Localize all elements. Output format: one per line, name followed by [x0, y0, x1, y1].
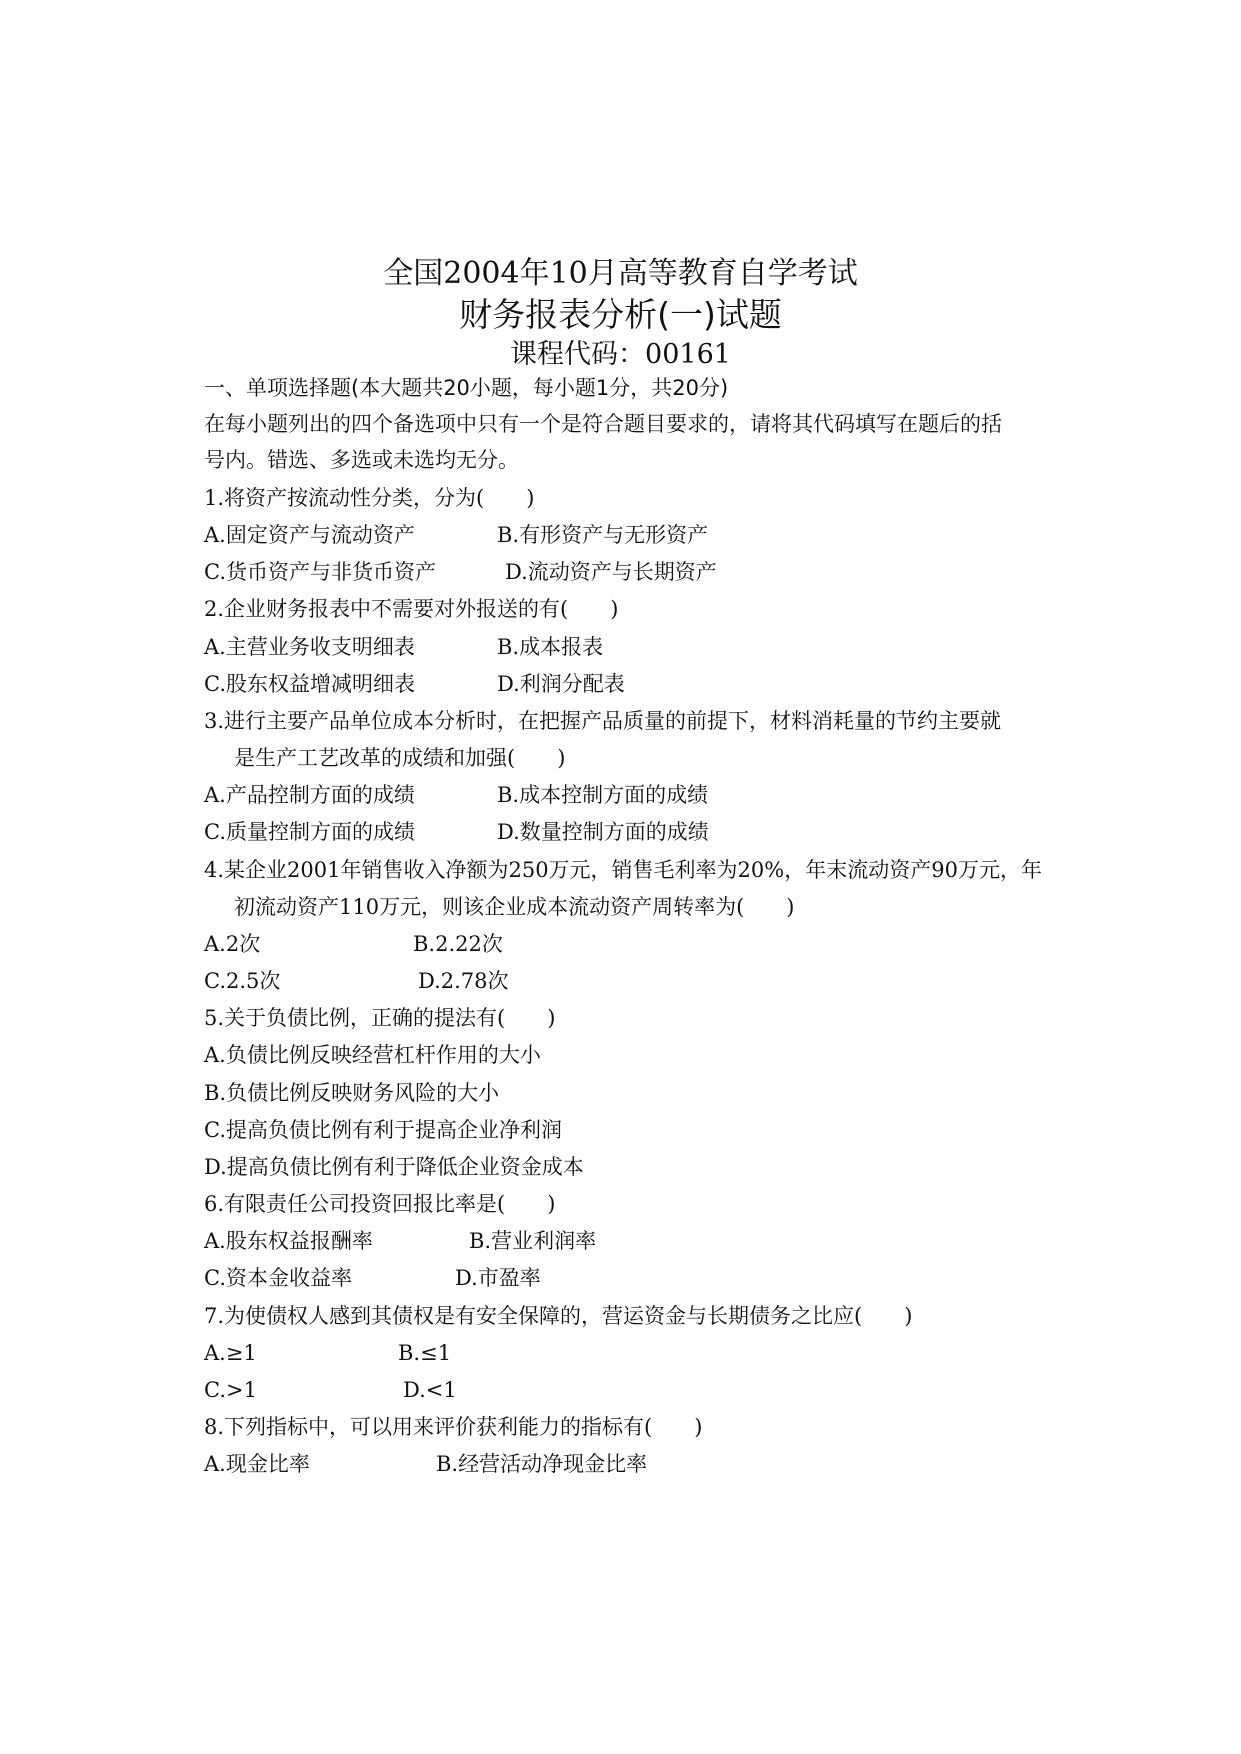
- question-5-option-a: A.负债比例反映经营杠杆作用的大小: [204, 1043, 541, 1067]
- course-code-label: 课程代码：: [510, 339, 646, 370]
- question-1-option-c: C.货币资产与非货币资产: [204, 560, 436, 584]
- question-3-option-b: B.成本控制方面的成绩: [497, 783, 709, 807]
- question-4-option-c: C.2.5次: [204, 969, 281, 993]
- question-6-option-b: B.营业利润率: [469, 1229, 597, 1253]
- question-8-option-a: A.现金比率: [204, 1452, 310, 1476]
- course-code-line: [0, 332, 1241, 371]
- question-8-option-b: B.经营活动净现金比率: [436, 1452, 648, 1476]
- question-7-option-b: B.≤1: [398, 1341, 452, 1365]
- question-6-option-c: C.资本金收益率: [204, 1266, 352, 1290]
- question-4-stem-line-2: 初流动资产110万元，则该企业成本流动资产周转率为( ): [234, 895, 795, 919]
- question-1-option-b: B.有形资产与无形资产: [497, 523, 709, 547]
- question-6-stem: 6.有限责任公司投资回报比率是( ): [204, 1192, 556, 1216]
- question-6-option-a: A.股东权益报酬率: [204, 1229, 373, 1253]
- paper-title: 财务报表分析(一)试题: [459, 295, 782, 334]
- question-5-option-d: D.提高负债比例有利于降低企业资金成本: [204, 1155, 584, 1179]
- question-3-stem-line-1: 3.进行主要产品单位成本分析时，在把握产品质量的前提下，材料消耗量的节约主要就: [204, 709, 1002, 733]
- question-3-option-c: C.质量控制方面的成绩: [204, 820, 415, 844]
- section-instruction-line-2: 号内。错选、多选或未选均无分。: [204, 448, 519, 472]
- question-2-option-a: A.主营业务收支明细表: [204, 635, 415, 659]
- question-5-option-b: B.负债比例反映财务风险的大小: [204, 1081, 500, 1105]
- exam-title: 全国2004年10月高等教育自学考试: [383, 256, 858, 291]
- question-4-stem-line-1: 4.某企业2001年销售收入净额为250万元，销售毛利率为20%，年末流动资产90万元，年: [204, 858, 1042, 882]
- question-3-stem-line-2: 是生产工艺改革的成绩和加强( ): [234, 746, 566, 770]
- question-1-option-a: A.固定资产与流动资产: [204, 523, 415, 547]
- section-heading: 一、单项选择题(本大题共20小题，每小题1分，共20分): [204, 376, 729, 400]
- question-3-option-a: A.产品控制方面的成绩: [204, 783, 415, 807]
- section-instruction-line-1: 在每小题列出的四个备选项中只有一个是符合题目要求的，请将其代码填写在题后的括: [204, 412, 1002, 436]
- question-4-option-d: D.2.78次: [418, 969, 509, 993]
- course-code: 00161: [645, 339, 731, 370]
- question-6-option-d: D.市盈率: [455, 1266, 541, 1290]
- question-5-option-c: C.提高负债比例有利于提高企业净利润: [204, 1118, 562, 1142]
- question-2-option-c: C.股东权益增减明细表: [204, 672, 415, 696]
- question-2-stem: 2.企业财务报表中不需要对外报送的有( ): [204, 597, 619, 621]
- question-7-option-c: C.>1: [204, 1378, 257, 1402]
- question-1-stem: 1.将资产按流动性分类，分为( ): [204, 486, 535, 510]
- question-8-stem: 8.下列指标中，可以用来评价获利能力的指标有( ): [204, 1415, 703, 1439]
- question-4-option-a: A.2次: [204, 932, 261, 956]
- question-4-option-b: B.2.22次: [413, 932, 503, 956]
- question-1-option-d: D.流动资产与长期资产: [505, 560, 717, 584]
- question-7-option-d: D.<1: [403, 1378, 457, 1402]
- question-2-option-b: B.成本报表: [497, 635, 604, 659]
- question-5-stem: 5.关于负债比例，正确的提法有( ): [204, 1006, 556, 1030]
- question-7-stem: 7.为使债权人感到其债权是有安全保障的，营运资金与长期债务之比应( ): [204, 1304, 913, 1328]
- question-7-option-a: A.≥1: [204, 1341, 257, 1365]
- question-3-option-d: D.数量控制方面的成绩: [497, 820, 709, 844]
- question-2-option-d: D.利润分配表: [497, 672, 625, 696]
